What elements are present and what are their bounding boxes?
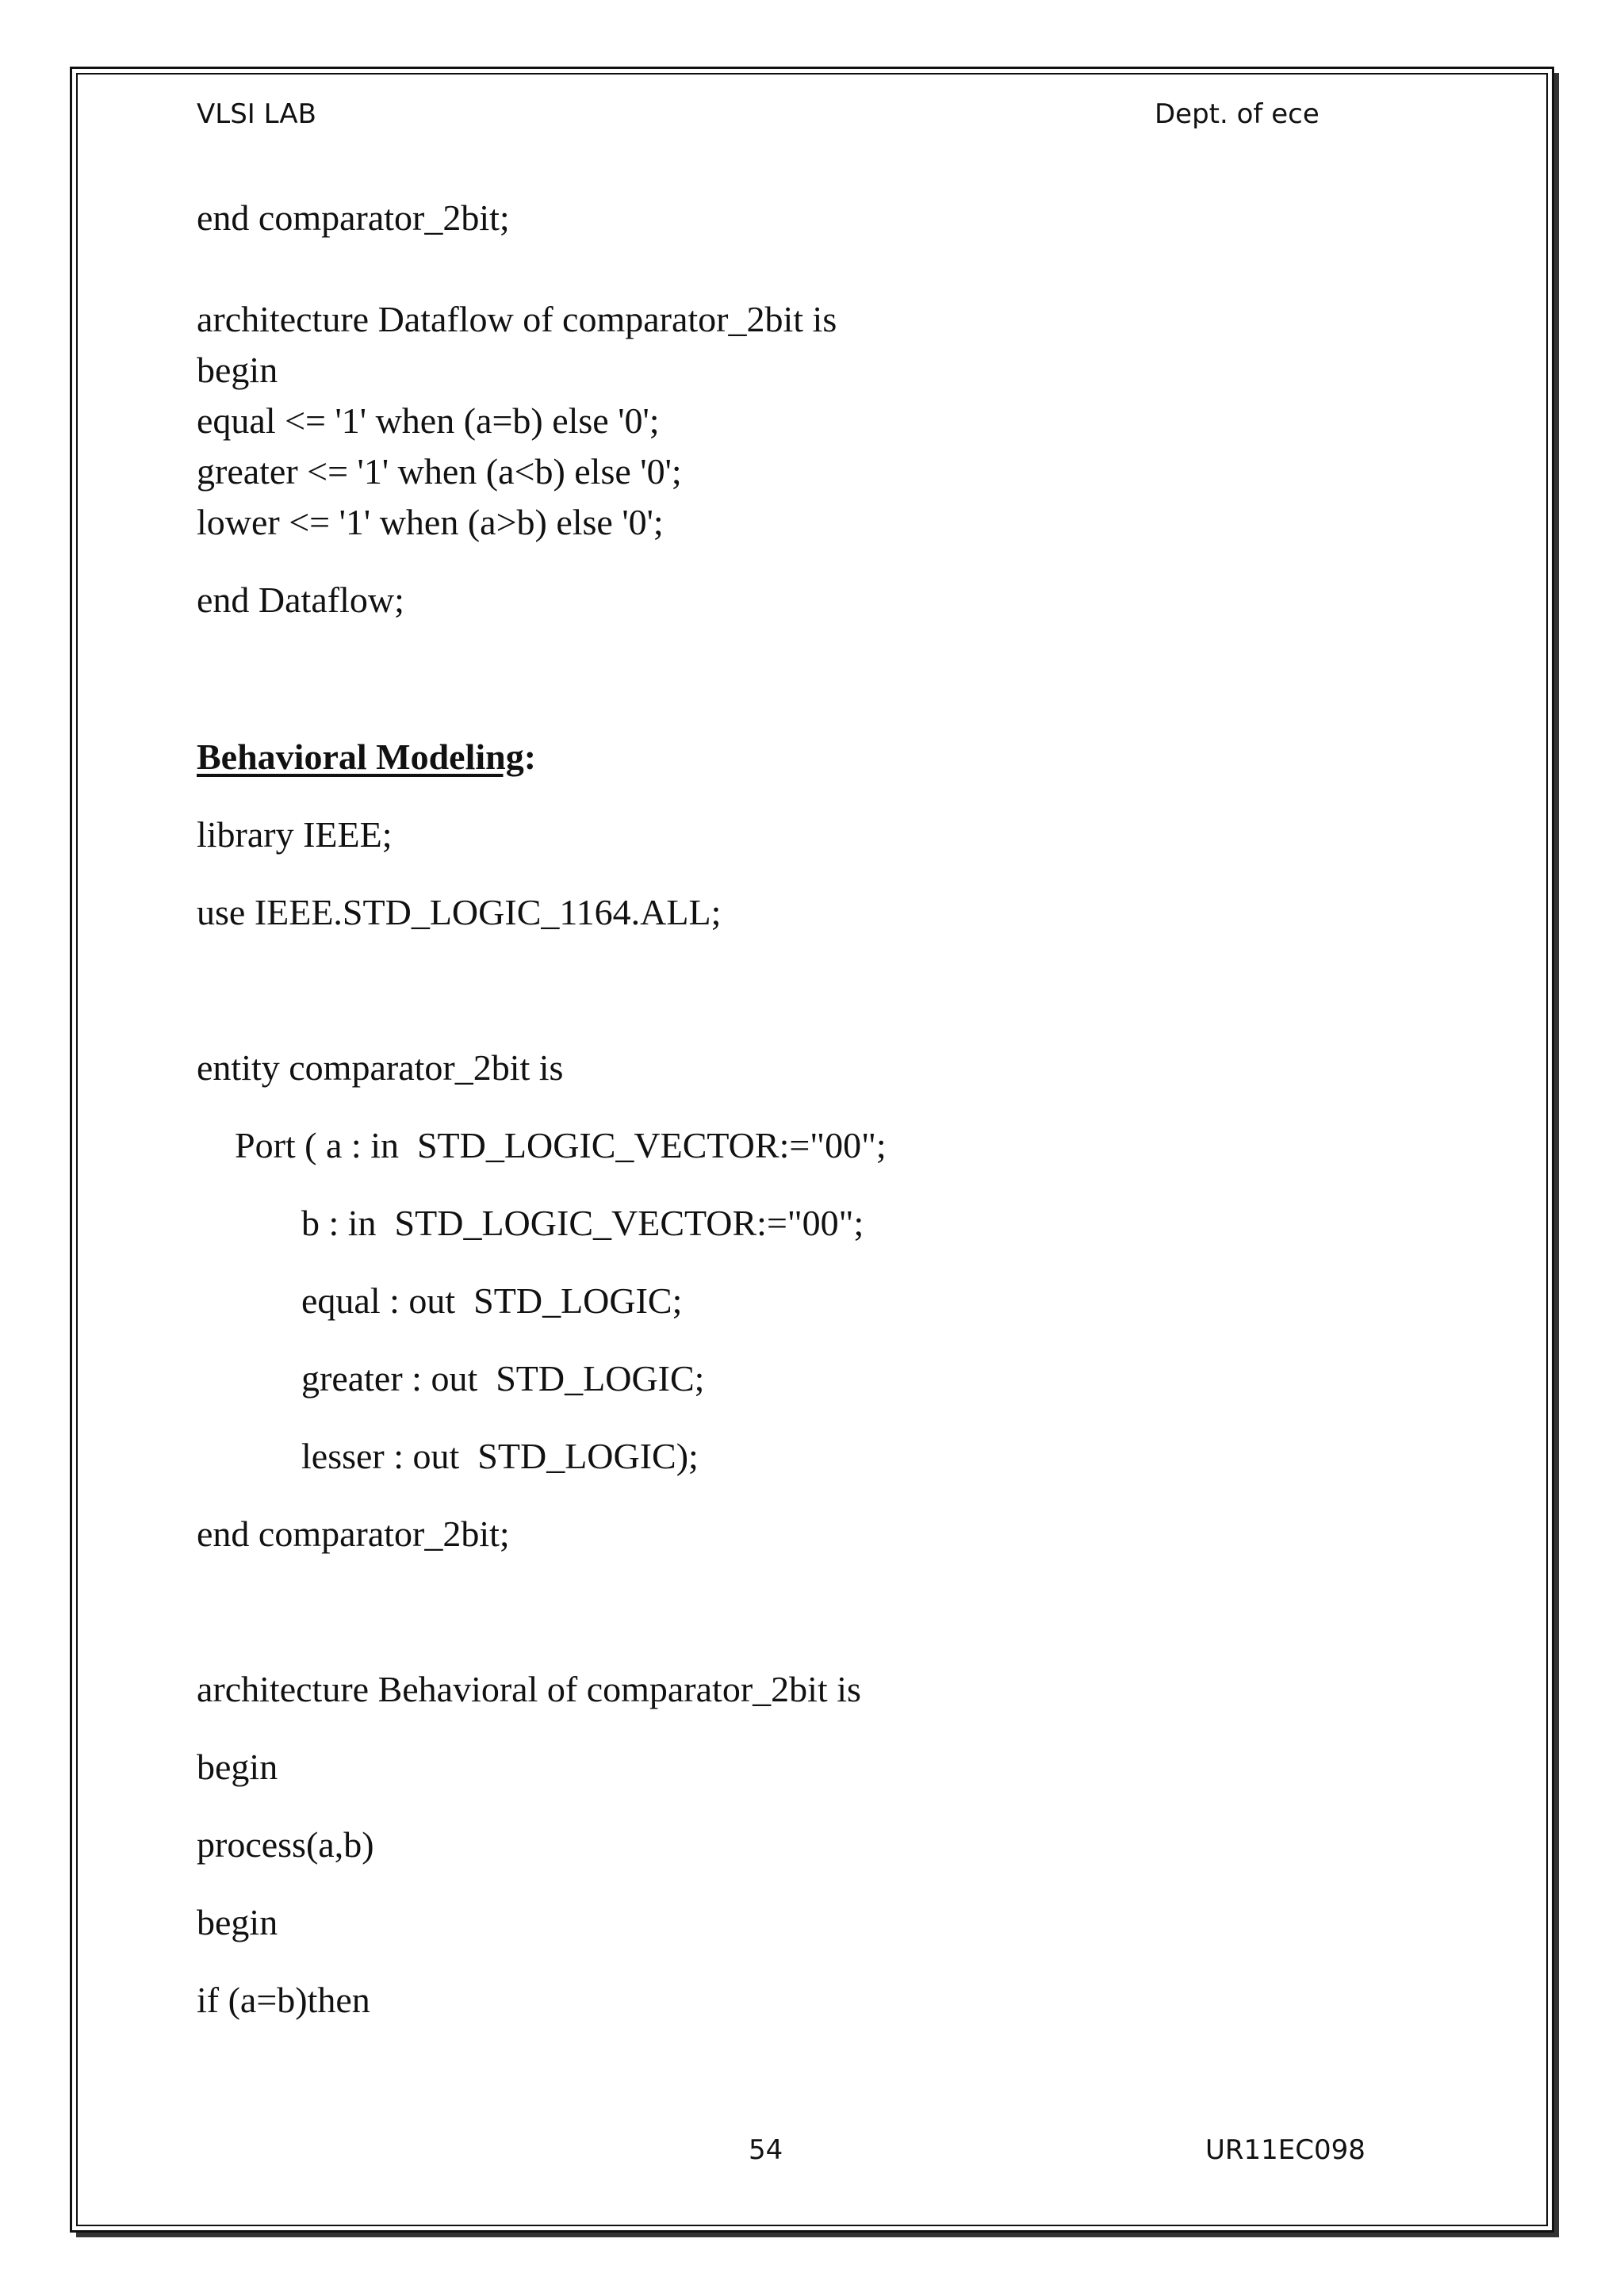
footer-id: UR11EC098 [1205,2134,1365,2166]
code-line: end comparator_2bit; [197,197,510,238]
code-line: if (a=b)then [197,1980,370,2020]
section-heading-title: Behavioral Modeling [197,737,524,777]
code-line: Port ( a : in STD_LOGIC_VECTOR:="00"; [235,1125,887,1165]
code-line: equal <= '1' when (a=b) else '0'; [197,400,660,441]
code-line: architecture Dataflow of comparator_2bit is [197,299,837,339]
code-line: equal : out STD_LOGIC; [301,1280,683,1321]
code-line: greater : out STD_LOGIC; [301,1358,705,1399]
code-line: use IEEE.STD_LOGIC_1164.ALL; [197,892,722,932]
code-line: begin [197,1902,278,1942]
header-left: VLSI LAB [197,98,316,130]
code-line: begin [197,350,278,390]
page-number: 54 [749,2134,783,2166]
code-line: library IEEE; [197,814,393,855]
page-border-shadow-bottom [76,2233,1559,2237]
section-heading [197,739,536,775]
code-line: begin [197,1747,278,1787]
code-line: entity comparator_2bit is [197,1047,564,1088]
code-line: architecture Behavioral of comparator_2bit is [197,1669,861,1709]
page-border-shadow-right [1554,73,1559,2237]
code-line: lower <= '1' when (a>b) else '0'; [197,502,664,542]
code-line: b : in STD_LOGIC_VECTOR:="00"; [301,1203,864,1243]
header-right: Dept. of ece [1155,98,1320,130]
code-line: process(a,b) [197,1824,374,1865]
code-line: end Dataflow; [197,580,404,620]
section-heading-colon: : [523,737,537,777]
code-line: lesser : out STD_LOGIC); [301,1436,699,1476]
code-line: end comparator_2bit; [197,1513,510,1554]
code-line: greater <= '1' when (a<b) else '0'; [197,451,682,492]
